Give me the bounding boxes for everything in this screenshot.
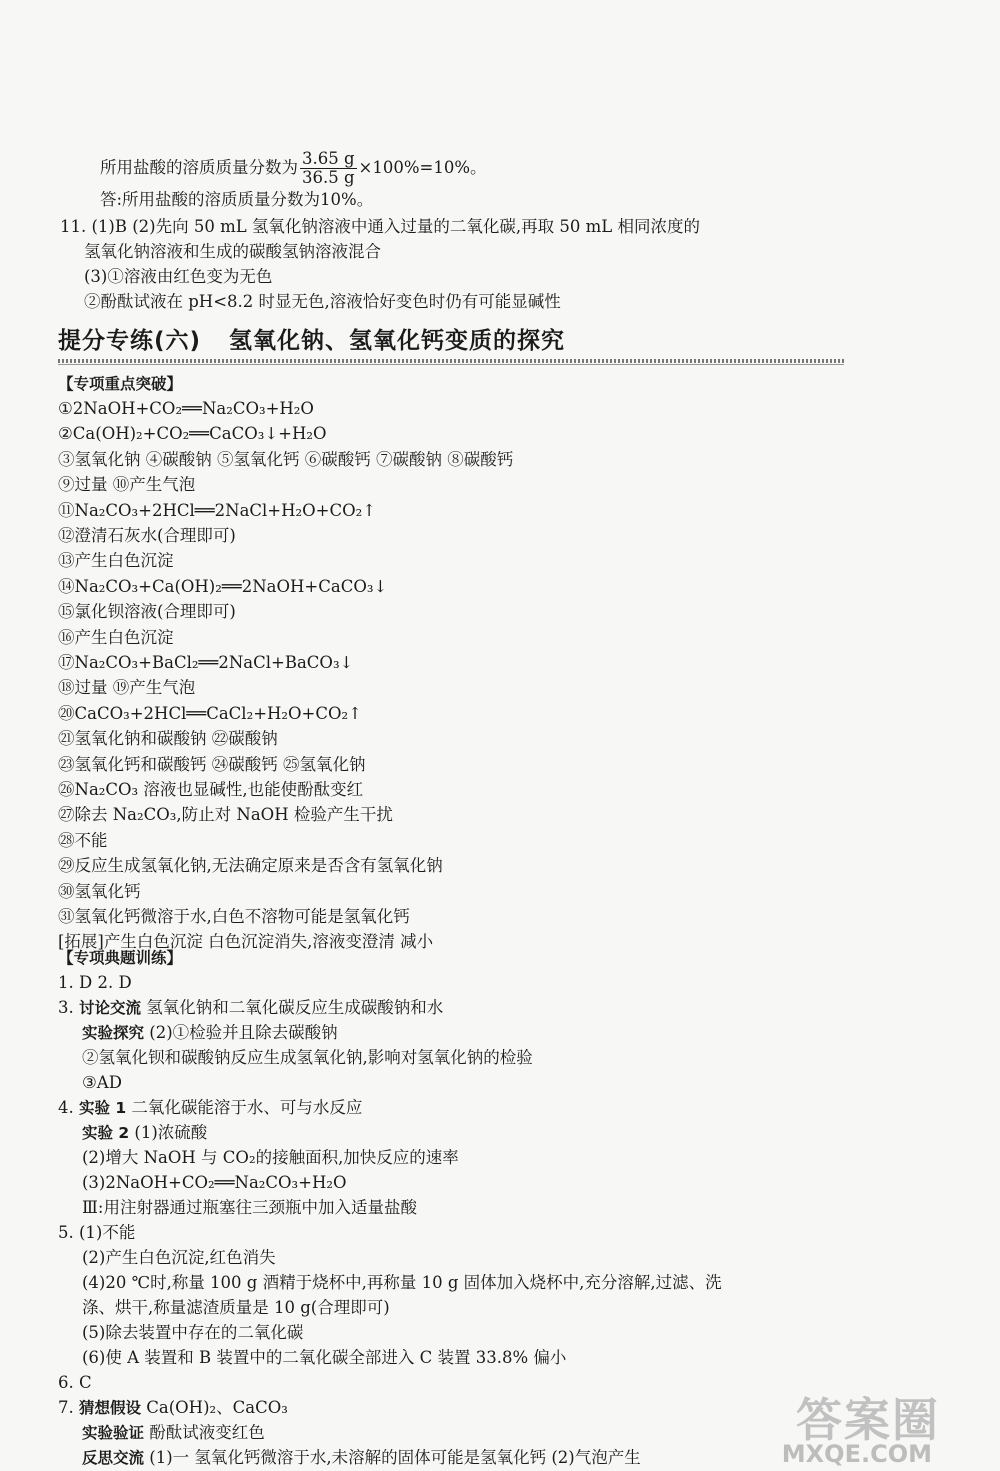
q5-line-4: 涤、烘干,称量滤渣质量是 10 g(合理即可) — [82, 1298, 390, 1317]
key-point-line: ⑨过量 ⑩产生气泡 — [58, 475, 196, 494]
key-point-line: ㉗除去 Na₂CO₃,防止对 NaOH 检验产生干扰 — [58, 805, 393, 824]
title-divider — [58, 359, 844, 363]
calc-suffix: ×100%=10%。 — [358, 158, 487, 177]
key-point-line: ㉑氢氧化钠和碳酸钠 ㉒碳酸钠 — [58, 729, 278, 748]
q4-line-3: (2)增大 NaOH 与 CO₂的接触面积,加快反应的速率 — [82, 1148, 459, 1167]
key-point-line: ⑱过量 ⑲产生气泡 — [58, 678, 196, 697]
section-title-label: 提分专练(六) — [58, 328, 202, 354]
q4-label-2: 实验 2 — [82, 1124, 130, 1142]
q3-text-2: (2)①检验并且除去碳酸钠 — [144, 1023, 338, 1042]
calc-prefix: 所用盐酸的溶质质量分数为 — [100, 158, 298, 177]
q4-label: 实验 1 — [79, 1099, 127, 1117]
q7-line-1 — [58, 1396, 288, 1420]
q4-text-2: (1)浓硫酸 — [129, 1123, 208, 1142]
q7-line-3 — [82, 1446, 641, 1470]
q7-line-2 — [82, 1421, 265, 1445]
key-point-line: ③氢氧化钠 ④碳酸钠 ⑤氢氧化钙 ⑥碳酸钙 ⑦碳酸钠 ⑧碳酸钙 — [58, 450, 514, 469]
q7-label-3: 反思交流 — [82, 1449, 145, 1467]
q4-line-5: Ⅲ:用注射器通过瓶塞往三颈瓶中加入适量盐酸 — [82, 1198, 417, 1217]
key-point-line: ㉚氢氧化钙 — [58, 882, 141, 901]
q4-text: 二氧化碳能溶于水、可与水反应 — [126, 1098, 363, 1117]
key-point-line: ⑫澄清石灰水(合理即可) — [58, 526, 236, 545]
q3-label: 讨论交流 — [79, 999, 142, 1017]
q5-line-2: (2)产生白色沉淀,红色消失 — [82, 1248, 276, 1267]
key-point-line: ㉓氢氧化钙和碳酸钙 ㉔碳酸钙 ㉕氢氧化钠 — [58, 755, 366, 774]
key-point-line: ⑰Na₂CO₃+BaCl₂══2NaCl+BaCO₃↓ — [58, 653, 354, 672]
key-point-line: ⑪Na₂CO₃+2HCl══2NaCl+H₂O+CO₂↑ — [58, 501, 377, 520]
q11-line-1: 11. (1)B (2)先向 50 mL 氢氧化钠溶液中通入过量的二氧化碳,再取 50 mL 相同浓度的 — [60, 217, 701, 236]
key-point-line: ㉖Na₂CO₃ 溶液也显碱性,也能使酚酞变红 — [58, 780, 364, 799]
key-point-line: ㉛氢氧化钙微溶于水,白色不溶物可能是氢氧化钙 — [58, 907, 410, 926]
key-point-line: ⑭Na₂CO₃+Ca(OH)₂══2NaOH+CaCO₃↓ — [58, 577, 388, 596]
q7-label: 猜想假设 — [79, 1399, 142, 1417]
q5-line-3: (4)20 ℃时,称量 100 g 酒精于烧杯中,再称量 10 g 固体加入烧杯中,充分溶解,过滤、洗 — [82, 1273, 722, 1292]
fraction — [300, 150, 357, 187]
q3-text: 氢氧化钠和二氧化碳反应生成碳酸钠和水 — [141, 998, 444, 1017]
q5-line-6: (6)使 A 装置和 B 装置中的二氧化碳全部进入 C 装置 33.8% 偏小 — [82, 1348, 567, 1367]
q3-number: 3. — [58, 998, 74, 1017]
q7-text-2: 酚酞试液变红色 — [144, 1423, 265, 1442]
q1-2-answer: 1. D 2. D — [58, 973, 132, 992]
q3-line-3: ②氢氧化钡和碳酸钠反应生成氢氧化钠,影响对氢氧化钠的检验 — [82, 1048, 533, 1067]
q4-line-2 — [82, 1121, 207, 1145]
q4-number: 4. — [58, 1098, 74, 1117]
key-point-line: ⑬产生白色沉淀 — [58, 551, 174, 570]
q3-line-4: ③AD — [82, 1073, 122, 1092]
answer-line: 答:所用盐酸的溶质质量分数为10%。 — [100, 190, 374, 209]
q5-line-5: (5)除去装置中存在的二氧化碳 — [82, 1323, 304, 1342]
q3-line-1 — [58, 996, 443, 1020]
q11-line-4: ②酚酞试液在 pH<8.2 时显无色,溶液恰好变色时仍有可能显碱性 — [84, 292, 561, 311]
key-header: 【专项重点突破】 — [58, 375, 183, 393]
q7-text: Ca(OH)₂、CaCO₃ — [141, 1398, 288, 1417]
training-header: 【专项典题训练】 — [58, 949, 183, 967]
title-underline — [58, 364, 844, 365]
key-point-line: ㉙反应生成氢氧化钠,无法确定原来是否含有氢氧化钠 — [58, 856, 443, 875]
q6-answer: 6. C — [58, 1373, 92, 1392]
watermark-logo: 答案圈 — [796, 1393, 940, 1447]
key-point-line: ⑯产生白色沉淀 — [58, 628, 174, 647]
key-point-line: ①2NaOH+CO₂══Na₂CO₃+H₂O — [58, 399, 314, 418]
section-title — [58, 322, 565, 355]
fraction-numerator: 3.65 g — [302, 149, 355, 168]
watermark-url: MXQE.COM — [781, 1440, 932, 1468]
fraction-denominator: 36.5 g — [302, 168, 355, 187]
q7-number: 7. — [58, 1398, 74, 1417]
q7-text-3: (1)一 氢氧化钙微溶于水,未溶解的固体可能是氢氧化钙 (2)气泡产生 — [144, 1448, 641, 1467]
q3-line-2 — [82, 1021, 338, 1045]
q7-label-2: 实验验证 — [82, 1424, 145, 1442]
percent-calc-line — [100, 150, 487, 187]
key-point-line: ⑮氯化钡溶液(合理即可) — [58, 602, 236, 621]
q11-line-2: 氢氧化钠溶液和生成的碳酸氢钠溶液混合 — [84, 242, 381, 261]
key-point-line: ㉘不能 — [58, 831, 108, 850]
q11-line-3: (3)①溶液由红色变为无色 — [84, 267, 273, 286]
q4-line-1 — [58, 1096, 362, 1120]
section-title-topic: 氢氧化钠、氢氧化钙变质的探究 — [229, 328, 566, 354]
q3-label-2: 实验探究 — [82, 1024, 145, 1042]
key-point-line: ⑳CaCO₃+2HCl══CaCl₂+H₂O+CO₂↑ — [58, 704, 362, 723]
key-point-line: ②Ca(OH)₂+CO₂══CaCO₃↓+H₂O — [58, 424, 327, 443]
key-point-line: [拓展]产生白色沉淀 白色沉淀消失,溶液变澄清 减小 — [58, 932, 434, 951]
q5-line-1: 5. (1)不能 — [58, 1223, 136, 1242]
q4-line-4: (3)2NaOH+CO₂══Na₂CO₃+H₂O — [82, 1173, 347, 1192]
